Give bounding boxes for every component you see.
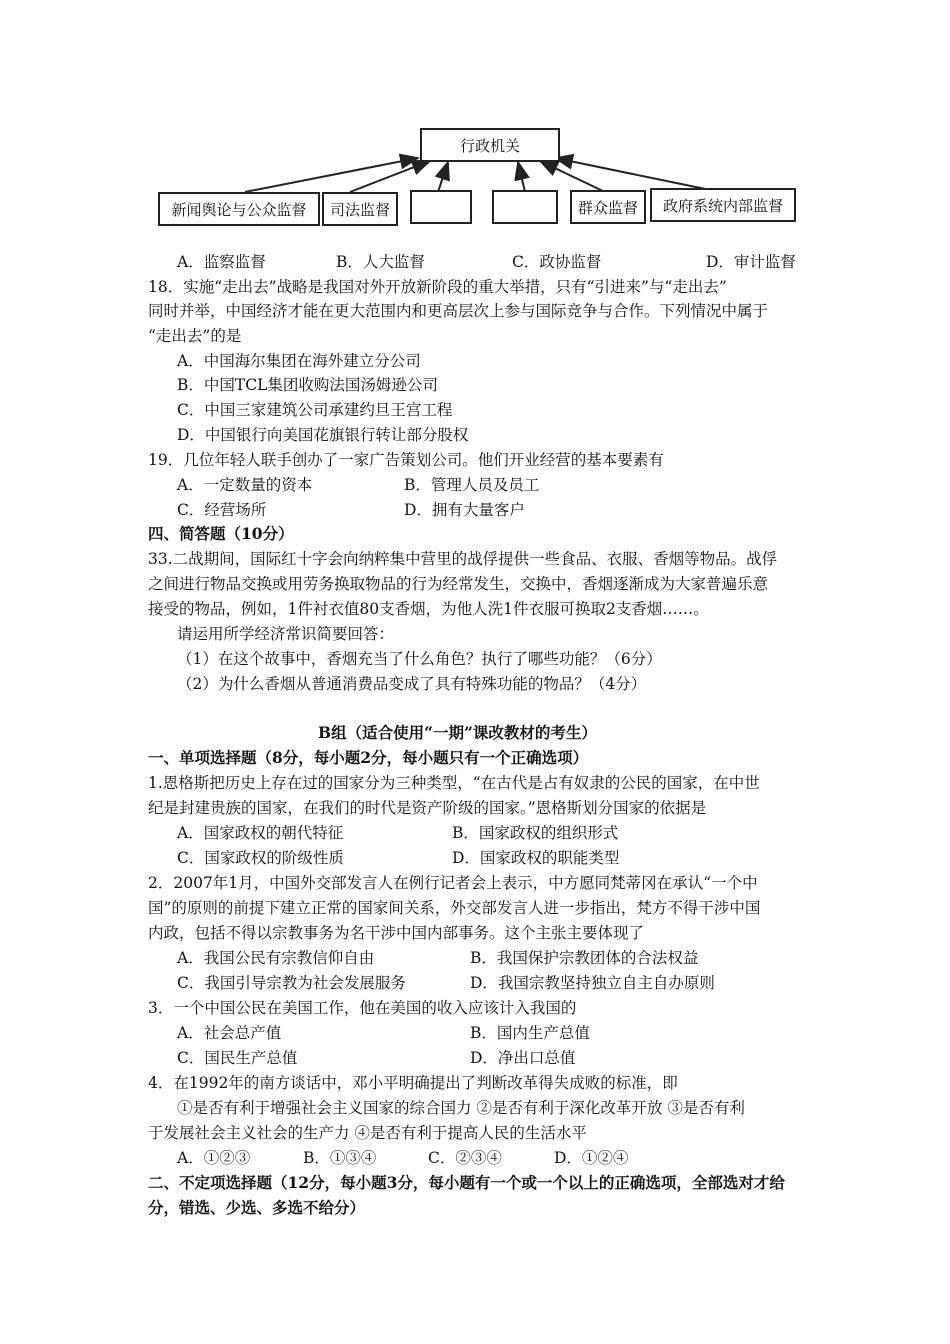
q18-option-a: A．中国海尔集团在海外建立分公司	[177, 352, 421, 370]
b1-option-d: D．国家政权的职能类型	[452, 849, 620, 867]
diagram-box-3-blank	[410, 190, 472, 224]
q18-stem-line1: 18．实施“走出去”战略是我国对外开放新阶段的重大举措，只有“引进来”与“走出去”	[148, 278, 727, 296]
q33-line2: 之间进行物品交换或用劳务换取物品的行为经常发生，交换中，香烟逐渐成为大家普遍乐意	[148, 575, 769, 593]
q18-stem-line3: “走出去”的是	[148, 327, 242, 345]
q17-option-d: D．审计监督	[706, 253, 796, 271]
section-b1-title: 一、单项选择题（8分，每小题2分，每小题只有一个正确选项）	[148, 748, 589, 767]
b1-option-c: C．国家政权的阶级性质	[177, 849, 344, 867]
section-4-title: 四、简答题（10分）	[148, 524, 294, 543]
supervision-diagram	[150, 118, 800, 236]
q33-sub2: （2）为什么香烟从普通消费品变成了具有特殊功能的物品？（4分）	[177, 675, 647, 693]
diagram-box-2: 司法监督	[322, 192, 398, 226]
q19-option-b: B．管理人员及员工	[404, 476, 540, 494]
b4-stem: 4．在1992年的南方谈话中，邓小平明确提出了判断改革得失成败的标准，即	[148, 1074, 678, 1092]
q17-option-b: B．人大监督	[336, 253, 425, 271]
q19-option-a: A．一定数量的资本	[177, 476, 313, 494]
diagram-box-6: 政府系统内部监督	[650, 188, 796, 222]
b1-option-b: B．国家政权的组织形式	[452, 824, 619, 842]
q19-option-c: C．经营场所	[177, 501, 267, 519]
q18-option-c: C．中国三家建筑公司承建约旦王宫工程	[177, 401, 453, 419]
b1-option-a: A．国家政权的朝代特征	[177, 824, 344, 842]
b2-stem-line1: 2．2007年1月，中国外交部发言人在例行记者会上表示，中方愿同梵蒂冈在承认“一个中	[148, 874, 758, 892]
b4-option-d: D．①②④	[554, 1149, 629, 1167]
q18-option-b: B．中国TCL集团收购法国汤姆逊公司	[177, 376, 438, 394]
b4-stem-line3: 于发展社会主义社会的生产力 ④是否有利于提高人民的生活水平	[148, 1124, 587, 1142]
b2-stem-line3: 内政，包括不得以宗教事务为名干涉中国内部事务。这个主张主要体现了	[148, 924, 645, 942]
diagram-box-1: 新闻舆论与公众监督	[158, 192, 320, 226]
q33-line1: 33.二战期间，国际红十字会向纳粹集中营里的战俘提供一些食品、衣服、香烟等物品。战俘	[148, 550, 778, 568]
q18-stem-line2: 同时并举，中国经济才能在更大范围内和更高层次上参与国际竞争与合作。下列情况中属于	[148, 302, 769, 320]
q18-option-d: D．中国银行向美国花旗银行转让部分股权	[177, 426, 469, 444]
group-b-title: B组（适合使用“一期”课改教材的考生）	[318, 723, 597, 742]
diagram-box-5: 群众监督	[570, 190, 646, 224]
q19-stem: 19．几位年轻人联手创办了一家广告策划公司。他们开业经营的基本要素有	[148, 451, 664, 469]
b3-stem: 3．一个中国公民在美国工作，他在美国的收入应该计入我国的	[148, 999, 577, 1017]
q17-option-c: C．政协监督	[512, 253, 602, 271]
b1-stem-line2: 纪是封建贵族的国家，在我们的时代是资产阶级的国家。”恩格斯划分国家的依据是	[148, 799, 707, 817]
b2-option-a: A．我国公民有宗教信仰自由	[177, 949, 375, 967]
b1-stem-line1: 1.恩格斯把历史上存在过的国家分为三种类型，“在古代是占有奴隶的公民的国家，在中世	[148, 774, 760, 792]
section-b2-title-line1: 二、不定项选择题（12分，每小题3分，每小题有一个或一个以上的正确选项，全部选对才给	[148, 1173, 785, 1192]
diagram-center-box: 行政机关	[420, 128, 560, 162]
b4-option-b: B．①③④	[303, 1149, 377, 1167]
b2-stem-line2: 国”的原则的前提下建立正常的国家间关系，外交部发言人进一步指出，梵方不得干涉中国	[148, 899, 761, 917]
b3-option-d: D．净出口总值	[470, 1049, 576, 1067]
q33-sub1: （1）在这个故事中，香烟充当了什么角色？执行了哪些功能？（6分）	[177, 650, 662, 668]
b4-stem-line2: ①是否有利于增强社会主义国家的综合国力 ②是否有利于深化改革开放 ③是否有利	[177, 1099, 745, 1117]
q17-option-a: A．监察监督	[177, 253, 266, 271]
b3-option-b: B．国内生产总值	[470, 1024, 590, 1042]
b2-option-b: B．我国保护宗教团体的合法权益	[470, 949, 699, 967]
q33-line3: 接受的物品，例如，1件衬衣值80支香烟，为他人洗1件衣服可换取2支香烟……。	[148, 600, 709, 618]
q19-option-d: D．拥有大量客户	[404, 501, 525, 519]
diagram-box-4-blank	[492, 190, 558, 224]
q33-prompt: 请运用所学经济常识简要回答：	[177, 625, 395, 643]
b4-option-a: A．①②③	[177, 1149, 251, 1167]
b3-option-a: A．社会总产值	[177, 1024, 282, 1042]
section-b2-title-line2: 分，错选、少选、多选不给分）	[148, 1198, 366, 1217]
b2-option-d: D．我国宗教坚持独立自主自办原则	[470, 974, 715, 992]
b3-option-c: C．国民生产总值	[177, 1049, 298, 1067]
b2-option-c: C．我国引导宗教为社会发展服务	[177, 974, 406, 992]
b4-option-c: C．②③④	[428, 1149, 502, 1167]
